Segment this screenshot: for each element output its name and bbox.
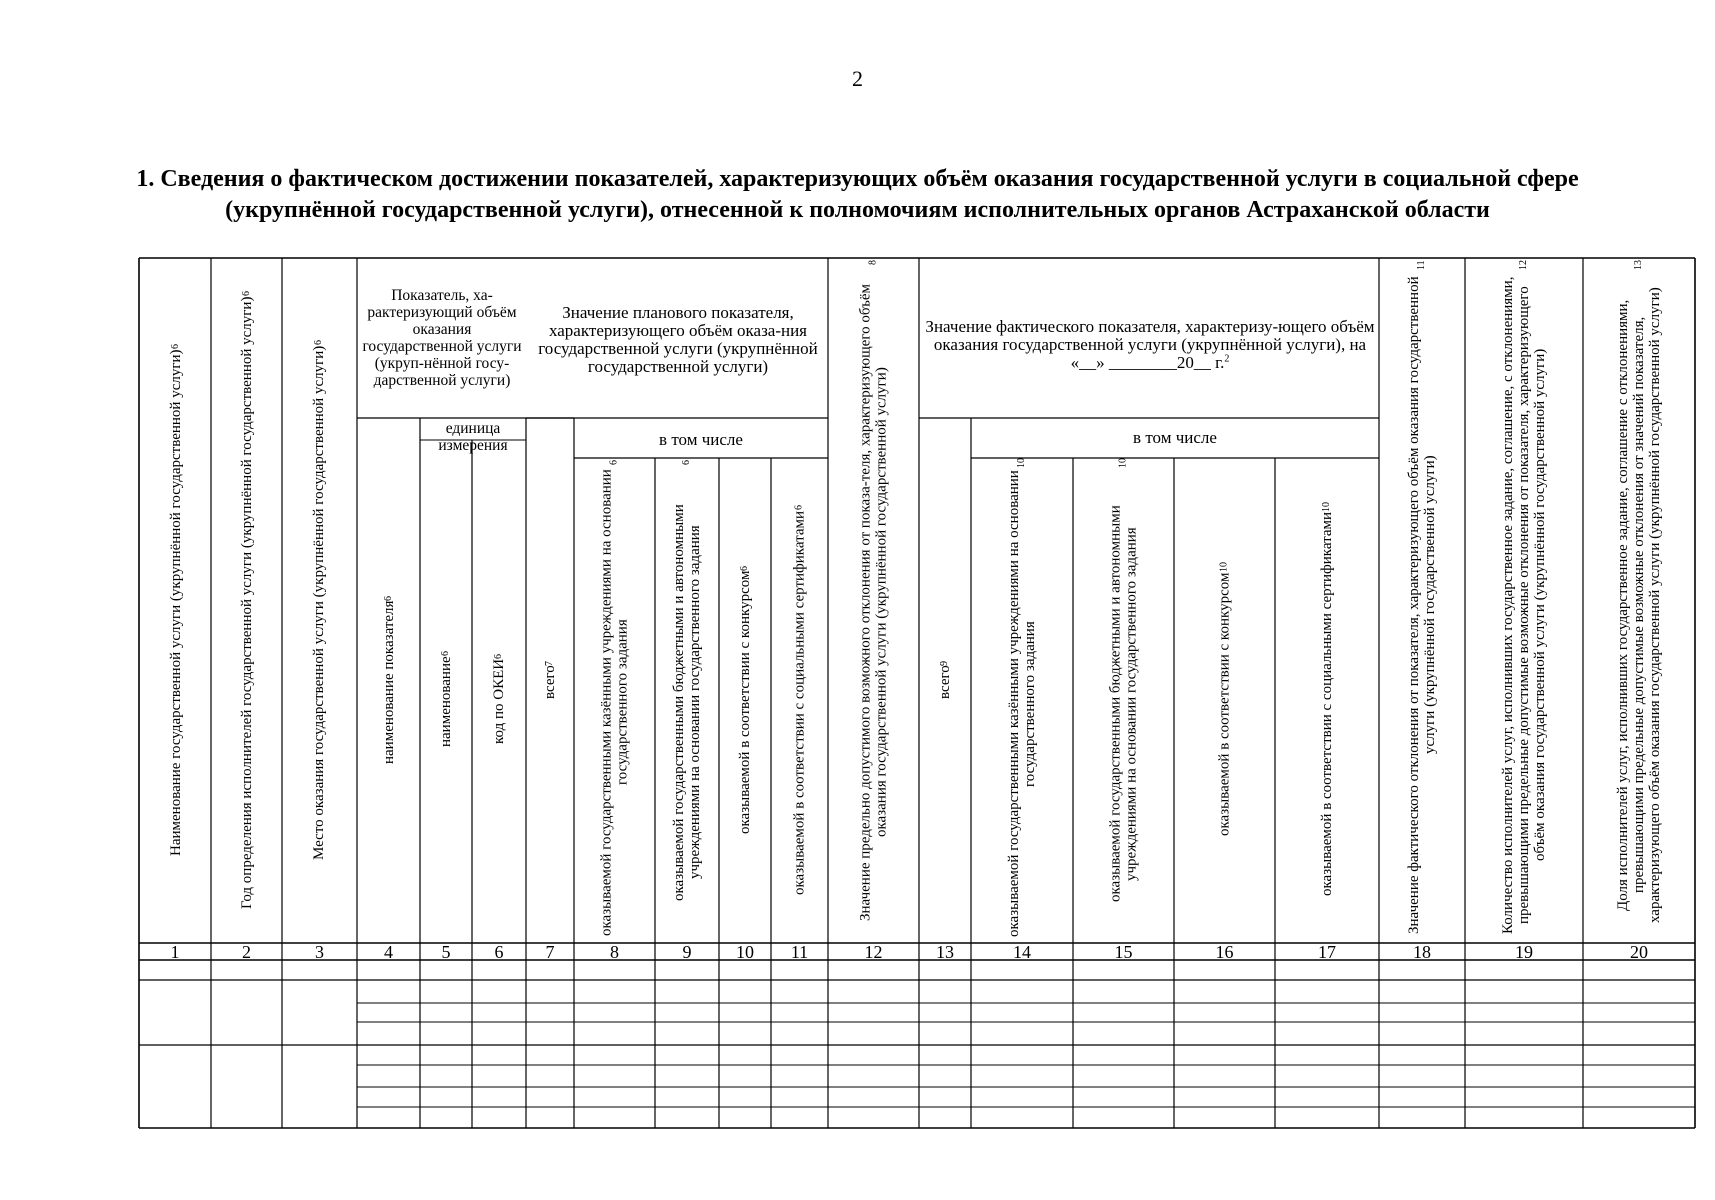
header-okei-code: код по ОКЕИ 6	[491, 653, 507, 745]
column-number: 12	[864, 942, 883, 962]
column-number: 7	[545, 942, 555, 962]
header-year: Год определения исполнителей государственной услуги (укрупнённой государственной услуги) 6	[239, 291, 255, 909]
column-number: 15	[1114, 942, 1133, 962]
column-number: 14	[1013, 942, 1031, 962]
header-fact-group: Значение фактического показателя, характеризу-ющего объём оказания государственной услуги (укрупнённой услуги), на «__» ________20__ г.$^2$	[925, 317, 1375, 372]
column-number: 6	[494, 942, 504, 962]
header-executors-share: Доля исполнителей услуг, исполнивших государственное задание, соглашение с отклонениями, превышающими предельные допустимые возможные отклонения от значений показателя, характеризующего объём оказания государственной услуги (укрупнённой государственной услуги) 13	[1615, 260, 1663, 923]
header-indicator-group: Показатель, ха-рактеризующий объём оказания государственной услуги (укруп-нённой госу-дарственной услуги)	[362, 287, 522, 389]
column-number: 20	[1630, 942, 1648, 962]
header-actual-deviation: Значение фактического отклонения от показателя, характеризующего объём оказания государственной услуги (укрупнённой государственной услуги) 11	[1406, 260, 1438, 934]
header-plan-certificates: оказываемой в соответствии с социальными сертификатами 6	[791, 505, 808, 895]
column-number: 16	[1215, 942, 1234, 962]
column-number: 9	[682, 942, 692, 962]
header-plan-total: всего 7	[542, 660, 558, 700]
header-fact-budget: оказываемой государственными бюджетными и автономными учреждениями на основании государственного задания 10	[1107, 458, 1140, 903]
column-number: 3	[315, 942, 324, 962]
column-number: 10	[736, 942, 754, 962]
column-number: 4	[384, 942, 393, 962]
header-plan-budget: оказываемой государственными бюджетными и автономными учреждениями на основании государственного задания 6	[671, 460, 703, 901]
header-fact-total: всего 9	[937, 660, 953, 700]
column-number: 1	[170, 942, 180, 962]
header-indicator-name: наименование показателя 6	[381, 595, 397, 765]
header-plan-treasury: оказываемой государственными казёнными учреждениями на основании государственного задания 6	[598, 460, 631, 936]
header-service-name: Наименование государственной услуги (укрупнённой государственной услуги) 6	[168, 344, 184, 856]
header-unit-name: наименование 6	[438, 651, 454, 747]
column-number: 8	[610, 942, 619, 962]
column-number: 17	[1318, 942, 1336, 962]
column-number: 18	[1413, 942, 1431, 962]
page-number: 2	[852, 66, 863, 91]
header-fact-including: в том числе	[1133, 427, 1217, 447]
section-title: 1. Сведения о фактическом достижении показателей, характеризующих объём оказания государственной услуги в социальной сфере (укрупнённой государственной услуги), отнесенной к полномочиям исполнительных органов Астраханской области	[136, 166, 1579, 223]
column-number: 11	[790, 942, 809, 962]
header-unit-group: единица измерения	[438, 420, 508, 454]
header-plan-contest: оказываемой в соответствии с конкурсом 6	[737, 565, 753, 835]
header-fact-certificates: оказываемой в соответствии с социальными сертификатами 10	[1319, 501, 1335, 897]
column-number: 5	[441, 942, 451, 962]
column-number: 2	[242, 942, 251, 962]
header-fact-contest: оказываемой в соответствии с конкурсом 10	[1216, 562, 1233, 836]
header-executors-count: Количество исполнителей услуг, исполнивших государственное задание, соглашение, с отклонениями, превышающими предельные допустимые возможные отклонения от показателя, характеризующего объём оказания государственной услуги (укрупнённой государственной услуги) 12	[1500, 260, 1548, 934]
header-place: Место оказания государственной услуги (укрупнённой государственной услуги) 6	[311, 340, 327, 860]
header-plan-including: в том числе	[659, 429, 743, 449]
header-fact-treasury: оказываемой государственными казёнными учреждениями на основании государственного задания 10	[1006, 458, 1038, 938]
column-number: 13	[936, 942, 954, 962]
header-allowed-deviation: Значение предельно допустимого возможного отклонения от показа-теля, характеризующего объём оказания государственной услуги (укрупнённой государственной услуги) 8	[857, 260, 890, 922]
column-number: 19	[1515, 942, 1533, 962]
header-plan-group: Значение планового показателя, характеризующего объём оказа-ния государственной услуги (укрупнённой государственной услуги)	[538, 303, 818, 376]
